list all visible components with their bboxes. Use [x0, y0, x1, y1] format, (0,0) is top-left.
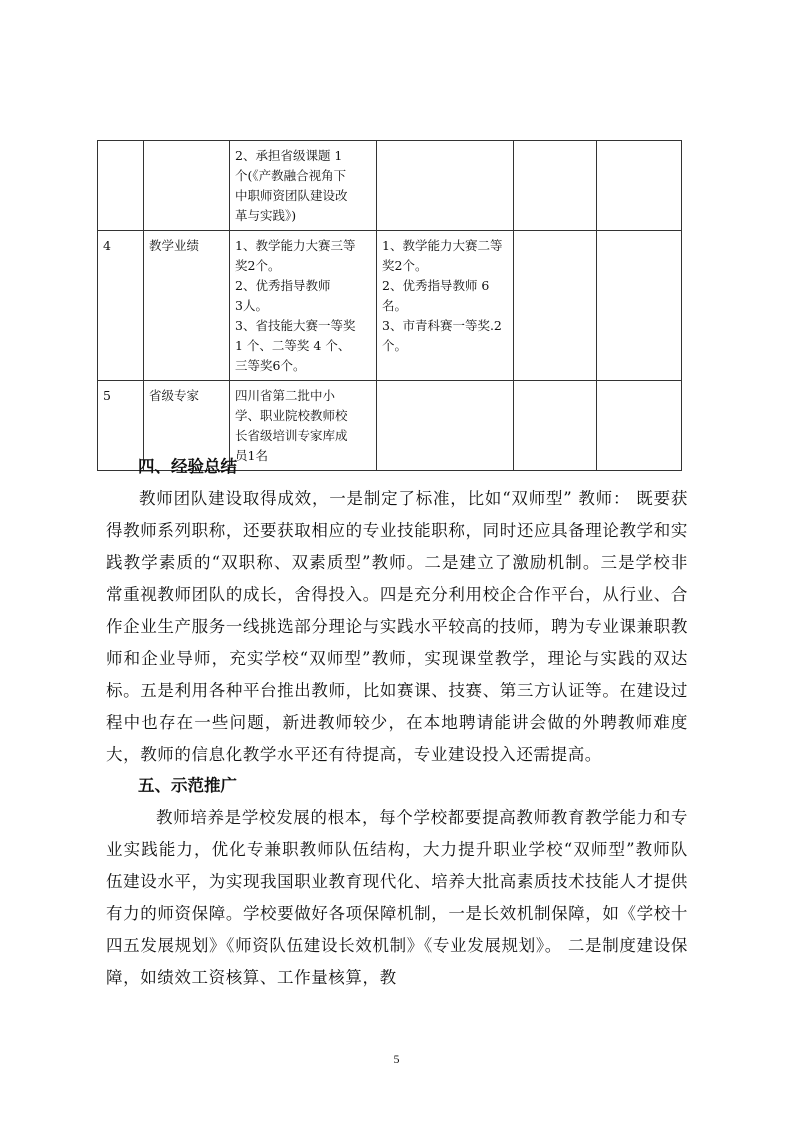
- section-heading-experience: 四、经验总结: [138, 457, 237, 476]
- table-cell-empty: [514, 141, 597, 231]
- section-paragraph-promotion: 教师培养是学校发展的根本，每个学校都要提高教师教育教学能力和专业实践能力，优化专兼职教师队伍结构，大力提升职业学校“双师型”教师队伍建设水平，为实现我国职业教育现代化、培养大批高素质技术技能人才提供有力的师资保障。学校要做好各项保障机制，一是长效机制保障，如《学校十四五发展规划》《师资队伍建设长效机制》《专业发展规划》。 二是制度建设保障，如绩效工资核算、工作量核算，教: [106, 808, 688, 987]
- table-cell-item: [144, 141, 230, 231]
- achievement-table: [97, 140, 682, 471]
- table-cell-no: [98, 141, 144, 231]
- table-cell-content: 四川省第二批中小 学、职业院校教师校 长省级培训专家库成 员1名: [230, 381, 377, 471]
- table-row: [98, 141, 682, 231]
- table-cell-no: 5: [98, 381, 144, 471]
- section-heading-promotion: 五、示范推广: [138, 776, 237, 795]
- table-cell-content: 2、承担省级课题 1 个(《产教融合视角下 中职师资团队建设改 革与实践》): [230, 141, 377, 231]
- table-cell-item: 省级专家: [144, 381, 230, 471]
- table-cell-content: 1、教学能力大赛二等 奖2个。 2、优秀指导教师 6 名。 3、市青科赛一等奖.2 个。: [377, 231, 514, 381]
- table-cell-empty: [597, 141, 682, 231]
- table-cell-empty: [514, 231, 597, 381]
- table-cell-no: 4: [98, 231, 144, 381]
- table-cell-content: 1、教学能力大赛三等 奖2个。 2、优秀指导教师 3人。 3、省技能大赛一等奖 1 个、二等奖 4 个、 三等奖6个。: [230, 231, 377, 381]
- page-number: 5: [393, 1052, 400, 1066]
- body-content: [106, 452, 688, 994]
- section-paragraph-experience: 教师团队建设取得成效，一是制定了标准，比如“双师型” 教师： 既要获得教师系列职称，还要获取相应的专业技能职称，同时还应具备理论教学和实践教学素质的“双职称、双素质型”教师。二是建立了激励机制。三是学校非常重视教师团队的成长，舍得投入。四是充分利用校企合作平台，从行业、合作企业生产服务一线挑选部分理论与实践水平较高的技师，聘为专业课兼职教师和企业导师，充实学校“双师型”教师，实现课堂教学，理论与实践的双达标。五是利用各种平台推出教师，比如赛课、技赛、第三方认证等。在建设过程中也存在一些问题，新进教师较少，在本地聘请能讲会做的外聘教师难度大，教师的信息化教学水平还有待提高，专业建设投入还需提高。: [106, 489, 688, 764]
- table-cell-content: [377, 141, 514, 231]
- table-cell-item: 教学业绩: [144, 231, 230, 381]
- table-row: [98, 231, 682, 381]
- table-cell-empty: [597, 231, 682, 381]
